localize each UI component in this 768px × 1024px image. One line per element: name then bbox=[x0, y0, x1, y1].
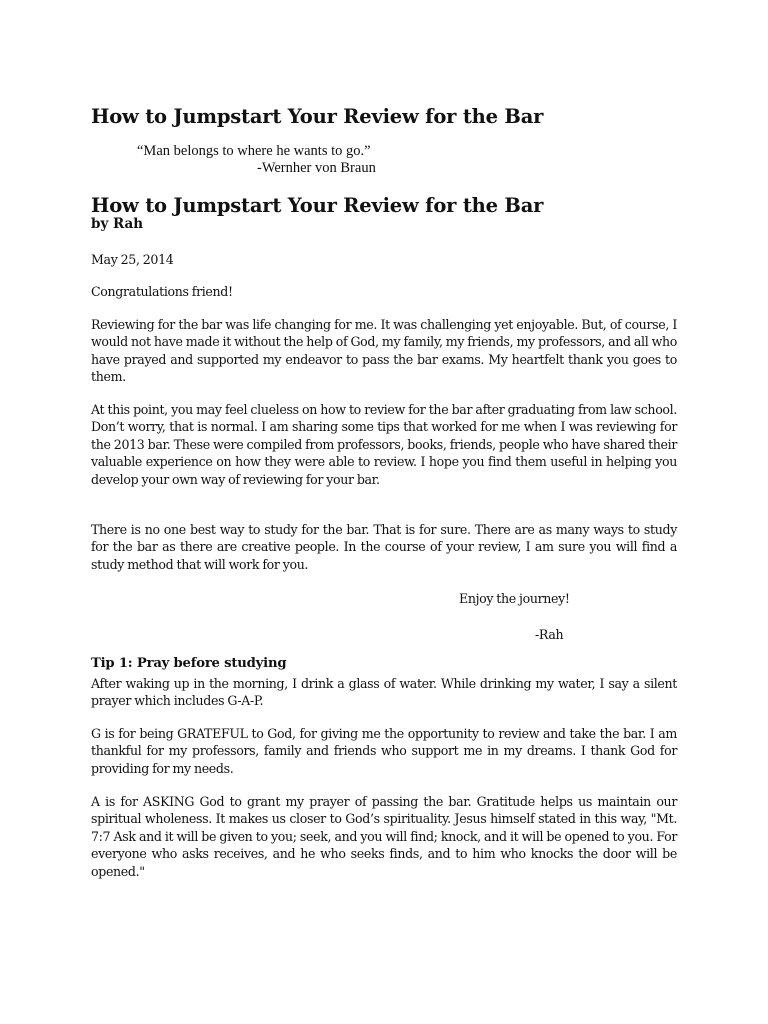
greeting: Congratulations friend! bbox=[91, 284, 233, 299]
article-title: How to Jumpstart Your Review for the Bar bbox=[91, 194, 544, 217]
paragraph-study-method: There is no one best way to study for the bar. That is for sure. There are as many ways to study for the bar as there are creative people. In the course of your review, I am sure you will find a study method that will work for you. bbox=[91, 522, 677, 572]
tip-1-heading: Tip 1: Pray before studying bbox=[91, 656, 287, 671]
closing-line: Enjoy the journey! bbox=[459, 591, 570, 606]
article-date: May 25, 2014 bbox=[91, 252, 174, 267]
document-title: How to Jumpstart Your Review for the Bar bbox=[91, 105, 544, 128]
paragraph-intro: Reviewing for the bar was life changing for me. It was challenging yet enjoyable. But, of course, I would not have made it without the help of God, my family, my friends, my professors, and all who have prayed and supported my endeavor to pass the bar exams. My heartfelt thank you goes to them. bbox=[91, 317, 677, 385]
paragraph-tips: At this point, you may feel clueless on how to review for the bar after graduating from law school. Don’t worry, that is normal. I am sharing some tips that worked for me when I was reviewing for the 2013 bar. These were compiled from professors, books, friends, people who have shared their valuable experience on how they were able to review. I hope you find them useful in helping you develop your own way of reviewing for your bar. bbox=[91, 402, 677, 487]
epigraph-attribution: -Wernher von Braun bbox=[257, 160, 376, 176]
article-byline: by Rah bbox=[91, 216, 144, 232]
tip-1-asking: A is for ASKING God to grant my prayer of passing the bar. Gratitude helps us maintain our spiritual wholeness. It makes us closer to God’s spirituality. Jesus himself stated in this way, "Mt. 7:7 Ask and it will be given to you; seek, and you will find; knock, and it will be opened to you. For everyone who asks receives, and he who seeks finds, and to him who knocks the door will be opened." bbox=[91, 794, 677, 879]
tip-1-intro: After waking up in the morning, I drink a glass of water. While drinking my water, I say a silent prayer which includes G-A-P. bbox=[91, 676, 677, 709]
tip-1-grateful: G is for being GRATEFUL to God, for giving me the opportunity to review and take the bar. I am thankful for my professors, family and friends who support me in my dreams. I thank God for providing for my needs. bbox=[91, 726, 677, 776]
epigraph-quote: “Man belongs to where he wants to go.” bbox=[137, 143, 371, 159]
signature: -Rah bbox=[535, 627, 564, 642]
